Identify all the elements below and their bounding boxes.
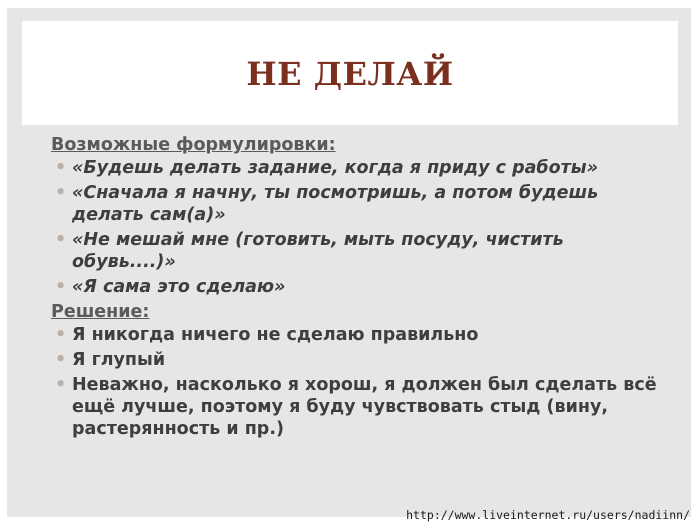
list-item bbox=[51, 157, 671, 179]
formulations-list bbox=[51, 157, 671, 298]
bullet-icon: • bbox=[55, 350, 67, 370]
list-item bbox=[51, 324, 671, 346]
list-item-text: «Будешь делать задание, когда я приду с работы» bbox=[72, 158, 598, 178]
title-box bbox=[22, 21, 678, 125]
list-item-text: «Не мешай мне (готовить, мыть посуду, чистить обувь....)» bbox=[72, 230, 564, 272]
watermark-url: http://www.liveinternet.ru/users/nadiinn/ bbox=[406, 508, 690, 522]
bullet-icon: • bbox=[55, 325, 67, 345]
list-item-text: Я никогда ничего не сделаю правильно bbox=[72, 325, 479, 345]
bullet-icon: • bbox=[55, 230, 67, 250]
section-heading-formulations: Возможные формулировки: bbox=[51, 135, 336, 155]
list-item-text: Неважно, насколько я хорош, я должен был сделать всё ещё лучше, поэтому я буду чувствовать стыд (вину, растерянность и пр.) bbox=[72, 375, 657, 439]
bullet-icon: • bbox=[55, 277, 67, 297]
bullet-icon: • bbox=[55, 158, 67, 178]
list-item bbox=[51, 229, 671, 273]
list-item bbox=[51, 182, 671, 226]
bullet-icon: • bbox=[55, 183, 67, 203]
slide-title: НЕ ДЕЛАЙ bbox=[246, 55, 454, 93]
slide bbox=[7, 8, 691, 517]
section-heading-solution: Решение: bbox=[51, 302, 150, 322]
list-item-text: «Я сама это сделаю» bbox=[72, 277, 286, 297]
slide-content bbox=[51, 134, 671, 443]
list-item-text: «Сначала я начну, ты посмотришь, а потом будешь делать сам(а)» bbox=[72, 183, 599, 225]
list-item bbox=[51, 349, 671, 371]
list-item bbox=[51, 276, 671, 298]
solution-list bbox=[51, 324, 671, 440]
list-item bbox=[51, 374, 671, 440]
list-item-text: Я глупый bbox=[72, 350, 166, 370]
bullet-icon: • bbox=[55, 375, 67, 395]
